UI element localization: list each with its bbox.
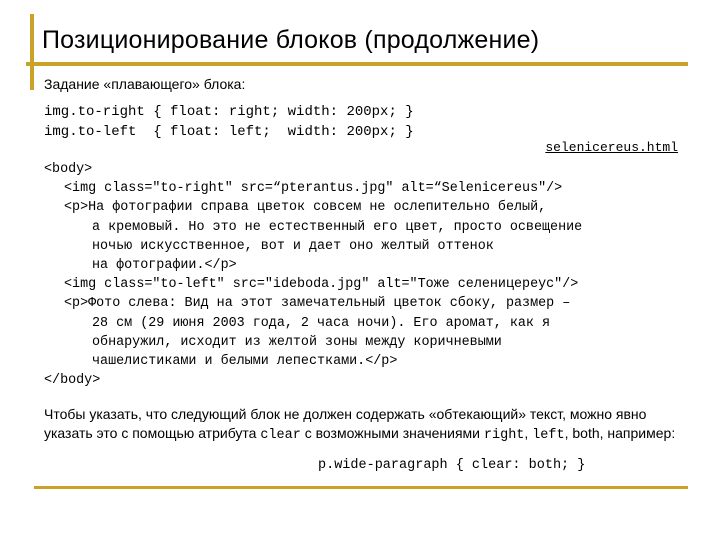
slide-title: Позиционирование блоков (продолжение) [42,26,540,54]
task-label: Задание «плавающего» блока: [44,76,246,92]
code-line: <img class="to-right" src=“pterantus.jpg" alt=“Selenicereus"/> [64,181,563,197]
css-rule-to-right: img.to-right { float: right; width: 200px; } [44,104,414,120]
code-line: <img class="to-left" src="ideboda.jpg" alt="Тоже селеницереус"/> [64,277,579,293]
code-line: </body> [44,373,101,389]
para-sep: , [524,425,533,441]
para-text: с возможными значениями [300,425,484,441]
accent-bottom-rule [34,486,688,489]
para-text: Чтобы указать, что следующий блок не должен содержать «обтекающий» текст, можно явно указать это с помощью атрибута [44,406,647,441]
code-line: чашелистиками и белыми лепестками.</p> [92,354,398,370]
code-line: <body> [44,162,93,177]
css-rule-to-left: img.to-left { float: left; width: 200px; } [44,124,414,140]
clear-explanation-paragraph [44,405,684,445]
clear-attr-code: clear [260,428,301,443]
value-left-code: left [532,428,565,443]
clear-example-code: p.wide-paragraph { clear: both; } [318,458,586,473]
code-line: на фотографии.</p> [92,258,237,274]
code-line: ночью искусственное, вот и дает оно желтый оттенок [92,238,494,254]
code-line: <p>На фотографии справа цветок совсем не ослепительно белый, [64,200,547,216]
html-code-block [44,160,582,390]
code-line: <p>Фото слева: Вид на этот замечательный цветок сбоку, размер – [64,296,571,312]
value-right-code: right [483,428,525,443]
accent-title-rule [26,62,688,66]
code-line: обнаружил, исходит из желтой зоны между коричневыми [92,334,502,350]
para-text: , both, например: [564,425,676,441]
code-line: а кремовый. Но это не естественный его цвет, просто освещение [92,219,583,235]
accent-vertical-bar [30,14,34,90]
code-line: 28 см (29 июня 2003 года, 2 часа ночи). Его аромат, как я [92,315,551,331]
selenicereus-link[interactable]: selenicereus.html [545,140,678,155]
